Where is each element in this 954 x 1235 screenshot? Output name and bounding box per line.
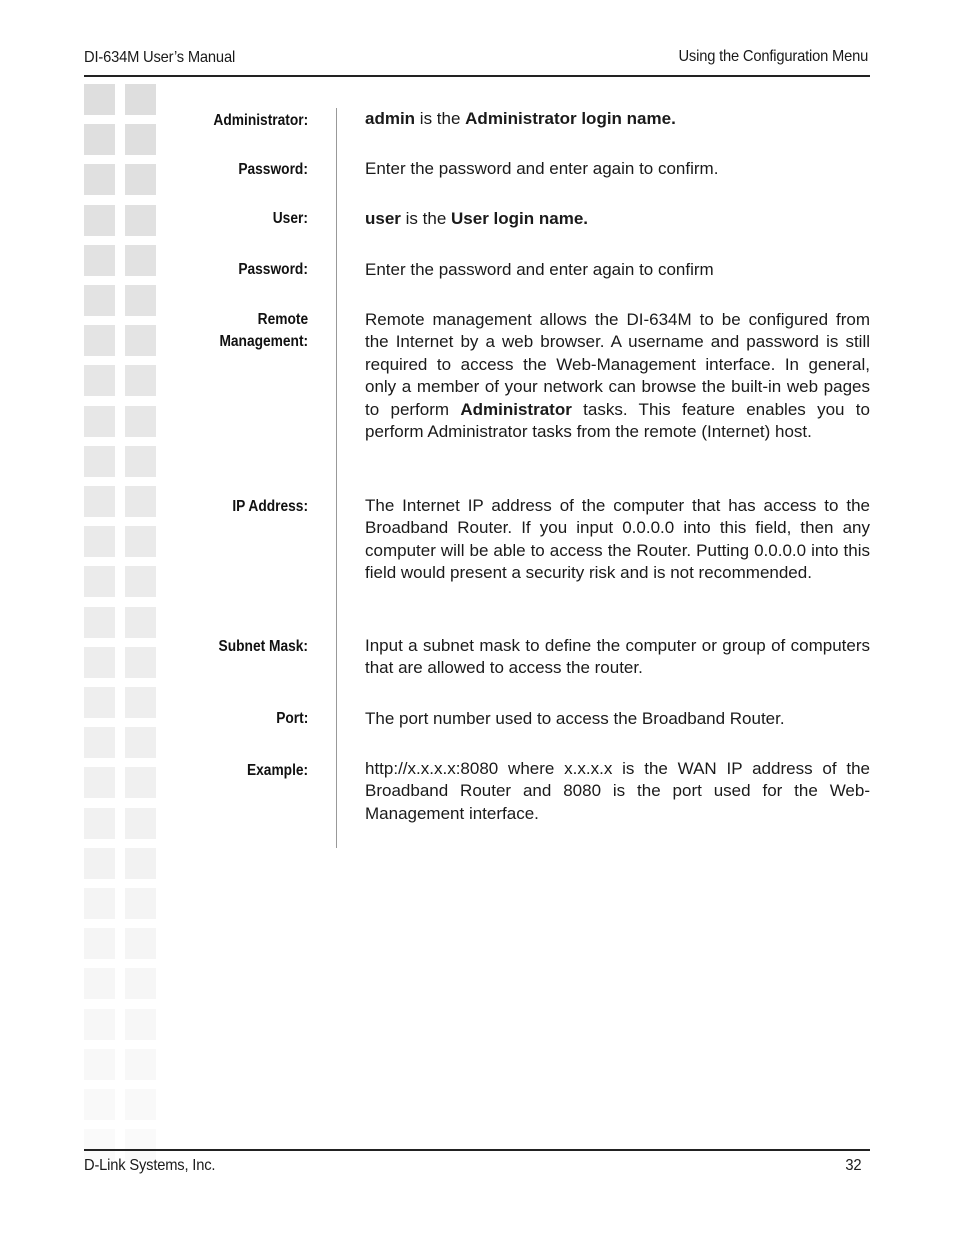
decorative-square — [125, 325, 156, 356]
decorative-square — [84, 406, 115, 437]
decorative-square — [125, 647, 156, 678]
text-run: Enter the password and enter again to confirm. — [365, 159, 719, 178]
decorative-square — [125, 1049, 156, 1080]
decorative-square — [125, 848, 156, 879]
decorative-square — [84, 84, 115, 115]
decorative-square — [125, 1089, 156, 1120]
definition-description — [365, 495, 870, 585]
decorative-square — [125, 968, 156, 999]
decorative-square — [84, 1129, 115, 1160]
decorative-square — [125, 566, 156, 597]
decorative-square — [125, 245, 156, 276]
decorative-square — [125, 124, 156, 155]
definition-term: Administrator: — [213, 112, 308, 129]
definition-term: IP Address: — [232, 498, 308, 515]
text-run: Input a subnet mask to define the computer or group of computers that are allowed to access the router. — [365, 636, 870, 678]
decorative-square — [125, 526, 156, 557]
decorative-square — [84, 446, 115, 477]
decorative-square — [84, 607, 115, 638]
definition-term: Port: — [275, 710, 308, 727]
decorative-square — [84, 1049, 115, 1080]
decorative-square — [84, 727, 115, 758]
header-rule — [84, 75, 870, 77]
decorative-square — [84, 285, 115, 316]
decorative-square — [84, 164, 115, 195]
definition-term: Password: — [238, 261, 308, 278]
decorative-square — [84, 124, 115, 155]
definition-description — [365, 158, 870, 180]
decorative-square — [84, 928, 115, 959]
decorative-square — [125, 164, 156, 195]
definition-term: Subnet Mask: — [218, 638, 308, 655]
definition-description — [365, 259, 870, 281]
definition-description — [365, 208, 870, 230]
footer-rule — [84, 1149, 870, 1151]
decorative-square — [125, 446, 156, 477]
decorative-square — [84, 687, 115, 718]
text-run: The port number used to access the Broadband Router. — [365, 709, 785, 728]
decorative-square — [84, 205, 115, 236]
decorative-square — [84, 767, 115, 798]
decorative-square — [84, 1089, 115, 1120]
decorative-square — [84, 245, 115, 276]
decorative-square — [125, 285, 156, 316]
text-run: tasks. This feature enables you to perform Administrator tasks from the remote (Internet) host. — [365, 399, 870, 442]
definition-description — [365, 635, 870, 680]
decorative-square — [125, 767, 156, 798]
text-run: is the — [400, 209, 452, 228]
section-title: Using the Configuration Menu — [678, 48, 868, 65]
manual-title: DI-634M User’s Manual — [84, 49, 236, 66]
bold-text: User login name. — [451, 209, 588, 228]
decorative-square — [84, 848, 115, 879]
decorative-square — [125, 808, 156, 839]
text-run: http://x.x.x.x:8080 where x.x.x.x is the WAN IP address of the Broadband Router and 8080 is the port used for the Web-Management interface. — [365, 759, 870, 823]
decorative-square — [84, 486, 115, 517]
decorative-square — [125, 687, 156, 718]
definition-description — [365, 108, 870, 130]
decorative-square — [84, 365, 115, 396]
decorative-square — [125, 607, 156, 638]
definition-term-line: Remote — [257, 311, 308, 328]
bold-text: Administrator login name. — [465, 109, 676, 128]
decorative-square — [125, 1129, 156, 1160]
text-run: Remote management allows the DI-634M to be configured from the Internet by a web browser. A username and password is still required to access the Web-Management interface. In general, only a member of your network can browse the built-in web pages to perform — [365, 310, 870, 419]
definition-description — [365, 708, 870, 730]
decorative-square — [84, 647, 115, 678]
decorative-square — [84, 888, 115, 919]
decorative-square — [84, 1009, 115, 1040]
definition-term: Password: — [238, 161, 308, 178]
decorative-square — [84, 968, 115, 999]
decorative-square — [125, 84, 156, 115]
decorative-square — [84, 566, 115, 597]
definition-description — [365, 758, 870, 825]
decorative-square — [125, 205, 156, 236]
decorative-square — [125, 888, 156, 919]
bold-text: Administrator — [460, 399, 572, 419]
decorative-square — [125, 486, 156, 517]
definition-description — [365, 309, 870, 443]
decorative-square — [125, 365, 156, 396]
definition-term: User: — [272, 210, 308, 227]
decorative-square — [125, 406, 156, 437]
decorative-square — [84, 526, 115, 557]
bold-text: admin — [365, 109, 416, 128]
definition-term: Example: — [246, 762, 308, 779]
bold-text: user — [365, 209, 401, 228]
text-run: is the — [415, 109, 466, 128]
page-number: 32 — [844, 1157, 861, 1174]
decorative-square — [84, 808, 115, 839]
company-name: D-Link Systems, Inc. — [84, 1157, 216, 1174]
column-divider — [336, 108, 337, 848]
decorative-square — [125, 1009, 156, 1040]
text-run: Enter the password and enter again to confirm — [365, 260, 714, 279]
decorative-square — [84, 325, 115, 356]
text-run: The Internet IP address of the computer that has access to the Broadband Router. If you input 0.0.0.0 into this field, then any computer will be able to access the Router. Putting 0.0.0.0 into this field would present a security risk and is not recommended. — [365, 496, 870, 583]
definition-term — [219, 309, 308, 353]
decorative-square — [125, 727, 156, 758]
decorative-square-column — [84, 84, 160, 1150]
definition-term-line: Management: — [219, 333, 308, 350]
decorative-square — [125, 928, 156, 959]
